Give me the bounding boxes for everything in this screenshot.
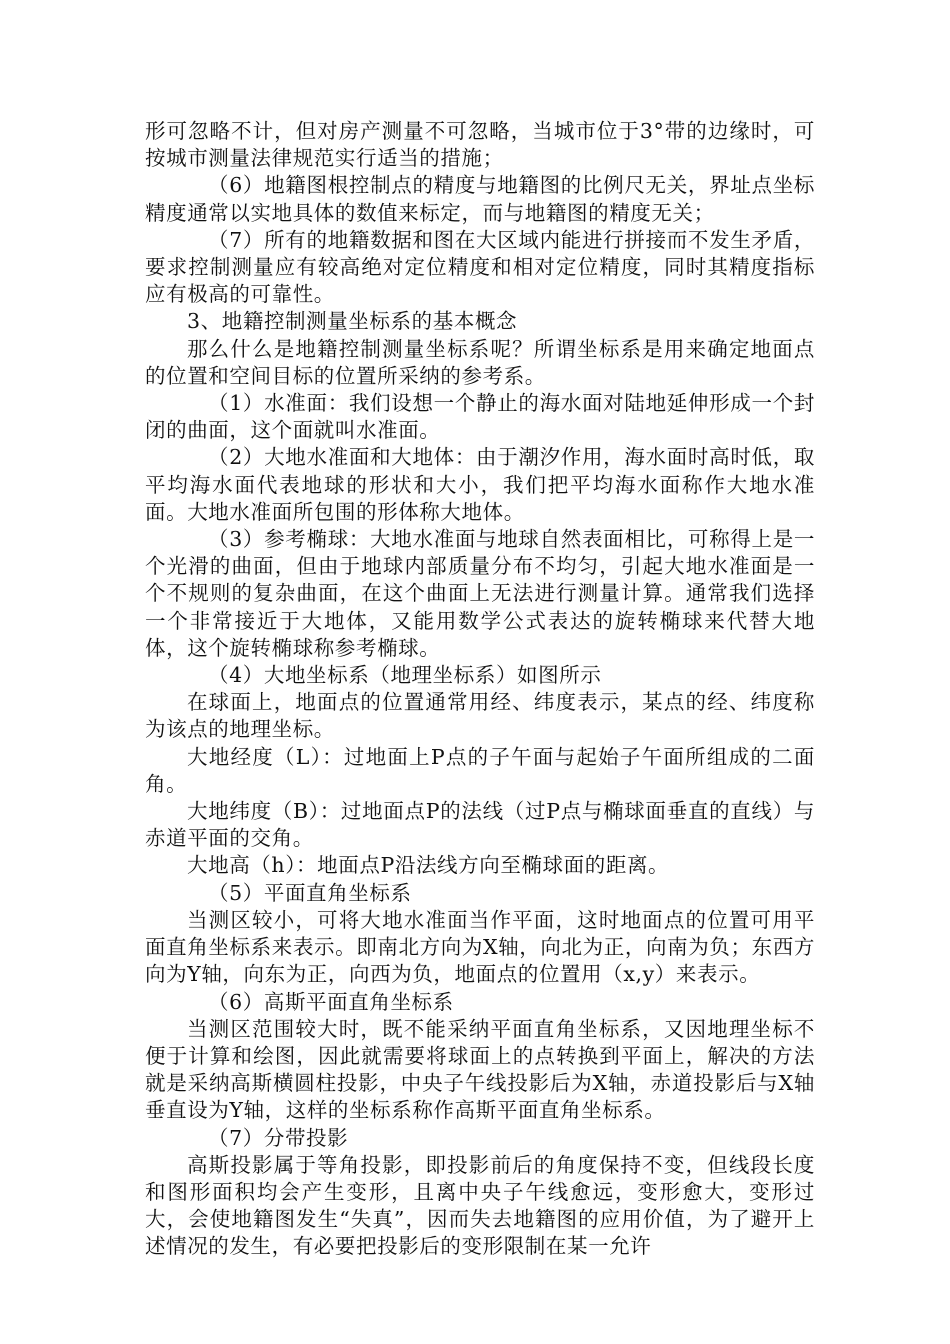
paragraph: （6）高斯平面直角坐标系 — [208, 989, 454, 1014]
paragraph: 当测区较小，可将大地水准面当作平面，这时地面点的位置可用平面直角坐标系来表示。即南北方向为X轴，向北为正，向南为负；东西方向为Y轴，向东为正，向西为负，地面点的位置用（x,y）来表示。 — [145, 907, 815, 987]
paragraph: （7）所有的地籍数据和图在大区域内能进行拼接而不发生矛盾，要求控制测量应有较高绝对定位精度和相对定位精度，同时其精度指标应有极高的可靠性。 — [145, 227, 815, 307]
paragraph: （1）水准面：我们设想一个静止的海水面对陆地延伸形成一个封闭的曲面，这个面就叫水准面。 — [145, 391, 815, 443]
paragraph: （3）参考椭球：大地水准面与地球自然表面相比，可称得上是一个光滑的曲面，但由于地球内部质量分布不均匀，引起大地水准面是一个不规则的复杂曲面，在这个曲面上无法进行测量计算。通常我们选择一个非常接近于大地体，又能用数学公式表达的旋转椭球来代替大地体，这个旋转椭球称参考椭球。 — [145, 527, 815, 660]
paragraph: 高斯投影属于等角投影，即投影前后的角度保持不变，但线段长度和图形面积均会产生变形，且离中央子午线愈远，变形愈大，变形过大，会使地籍图发生“失真”，因而失去地籍图的应用价值，为了避开上述情况的发生，有必要把投影后的变形限制在某一允许 — [145, 1152, 815, 1259]
paragraph: 大地纬度（B）：过地面点P的法线（过P点与椭球面垂直的直线）与赤道平面的交角。 — [145, 799, 815, 851]
paragraph: （5）平面直角坐标系 — [208, 880, 412, 905]
document-body — [145, 118, 815, 1261]
paragraph: （2）大地水准面和大地体：由于潮汐作用，海水面时高时低，取平均海水面代表地球的形状和大小，我们把平均海水面称作大地水准面。大地水准面所包围的形体称大地体。 — [145, 445, 815, 524]
paragraph: 当测区范围较大时，既不能采纳平面直角坐标系，又因地理坐标不便于计算和绘图，因此就需要将球面上的点转换到平面上，解决的方法就是采纳高斯横圆柱投影，中央子午线投影后为X轴，赤道投影后与X轴垂直设为Y轴，这样的坐标系称作高斯平面直角坐标系。 — [145, 1016, 815, 1123]
paragraph: 在球面上，地面点的位置通常用经、纬度表示，某点的经、纬度称为该点的地理坐标。 — [145, 690, 815, 742]
paragraph: 大地高（h）：地面点P沿法线方向至椭球面的距离。 — [187, 853, 670, 878]
paragraph: 那么什么是地籍控制测量坐标系呢？所谓坐标系是用来确定地面点的位置和空间目标的位置所采纳的参考系。 — [145, 336, 815, 388]
section-heading: 3、地籍控制测量坐标系的基本概念 — [187, 309, 518, 334]
paragraph: 大地经度（L）：过地面上P点的子午面与起始子午面所组成的二面角。 — [145, 744, 815, 796]
paragraph: 形可忽略不计，但对房产测量不可忽略，当城市位于3°带的边缘时，可按城市测量法律规范实行适当的措施； — [145, 119, 815, 171]
paragraph: （4）大地坐标系（地理坐标系）如图所示 — [208, 663, 602, 688]
paragraph: （7）分带投影 — [208, 1125, 349, 1150]
paragraph: （6）地籍图根控制点的精度与地籍图的比例尺无关，界址点坐标精度通常以实地具体的数值来标定，而与地籍图的精度无关； — [145, 173, 815, 225]
